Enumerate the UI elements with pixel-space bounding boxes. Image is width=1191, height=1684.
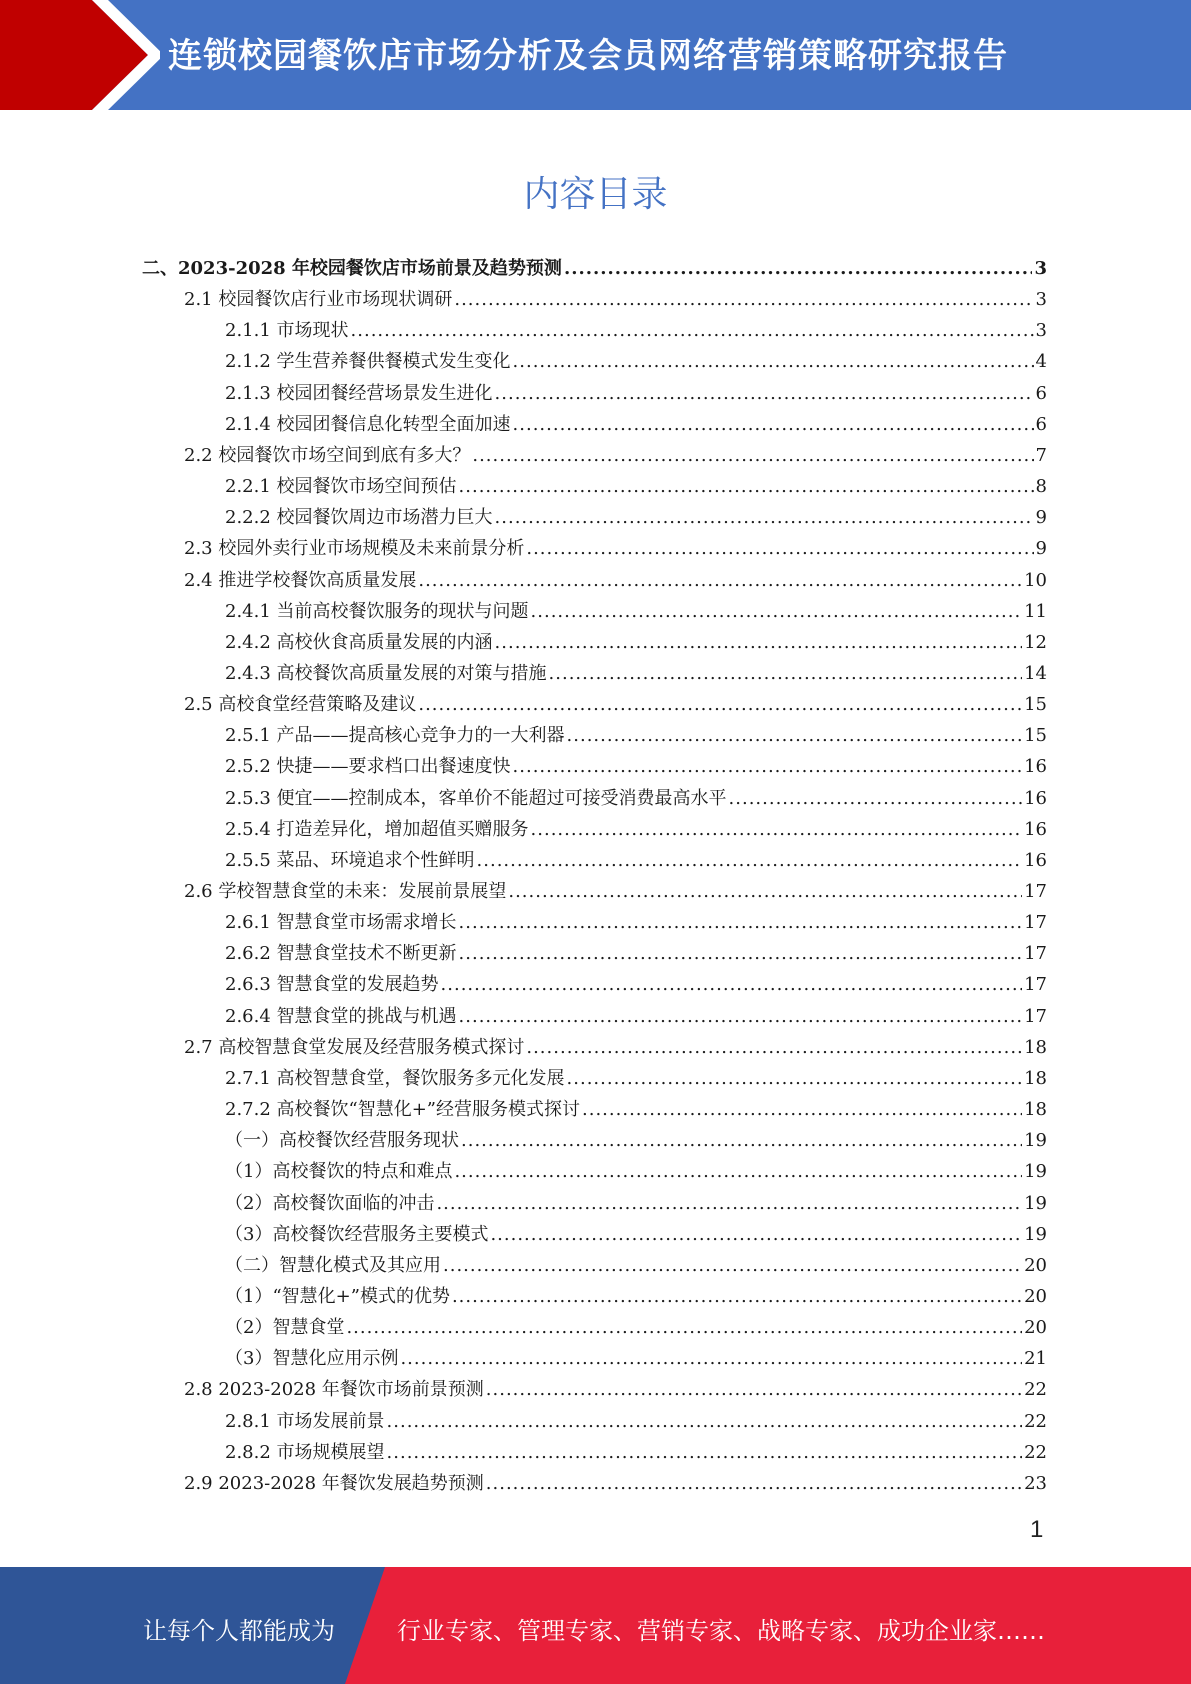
toc-dot-leader [454, 284, 1033, 315]
toc-entry[interactable] [225, 1094, 1047, 1125]
toc-dot-leader [418, 689, 1022, 720]
toc-entry-title: （3）高校餐饮经营服务主要模式 [225, 1223, 489, 1245]
toc-entry-title: （3）智慧化应用示例 [225, 1348, 399, 1370]
toc-entry-title: （1）“智慧化+”模式的优势 [225, 1285, 450, 1307]
toc-entry[interactable] [225, 471, 1047, 502]
toc-entry[interactable] [225, 315, 1047, 346]
toc-entry-title: 2.3 校园外卖行业市场规模及未来前景分析 [184, 538, 525, 560]
toc-dot-leader [513, 346, 1034, 377]
toc-dot-leader [472, 440, 1033, 471]
toc-entry[interactable] [225, 1312, 1047, 1343]
toc-dot-leader [495, 627, 1023, 658]
toc-entry-title: 2.8.1 市场发展前景 [225, 1410, 385, 1432]
toc-entry[interactable] [225, 409, 1047, 440]
toc-entry-page: 17 [1024, 1005, 1047, 1027]
toc-entry-title: 2.5.1 产品——提高核心竞争力的一大利器 [225, 725, 565, 747]
toc-entry-page: 3 [1035, 289, 1047, 311]
toc-entry-title: 2.5.5 菜品、环境追求个性鲜明 [225, 849, 475, 871]
toc-entry-title: （一）高校餐饮经营服务现状 [225, 1130, 459, 1152]
toc-entry-page: 16 [1024, 787, 1047, 809]
toc-entry-title: 2.1 校园餐饮店行业市场现状调研 [184, 289, 453, 311]
toc-entry-page: 18 [1024, 1036, 1047, 1058]
toc-entry-title: （二）智慧化模式及其应用 [225, 1254, 441, 1276]
toc-entry-title: 2.5.3 便宜——控制成本，客单价不能超过可接受消费最高水平 [225, 787, 727, 809]
toc-dot-leader [486, 1374, 1022, 1405]
toc-dot-leader [387, 1437, 1023, 1468]
toc-dot-leader [490, 1219, 1022, 1250]
footer-slogan-left: 让每个人都能成为 [143, 1617, 335, 1645]
toc-entry-page: 10 [1024, 569, 1047, 591]
toc-entry-page: 17 [1024, 912, 1047, 934]
toc-dot-leader [531, 814, 1023, 845]
toc-entry-page: 23 [1024, 1472, 1047, 1494]
toc-dot-leader [495, 502, 1034, 533]
toc-entry-page: 20 [1024, 1254, 1047, 1276]
toc-entry-page: 15 [1024, 694, 1047, 716]
toc-dot-leader [443, 1250, 1022, 1281]
toc-entry-page: 18 [1024, 1067, 1047, 1089]
toc-entry[interactable] [184, 565, 1047, 596]
toc-entry-title: 2.6.1 智慧食堂市场需求增长 [225, 912, 457, 934]
toc-entry-page: 19 [1024, 1130, 1047, 1152]
toc-heading: 内容目录 [523, 174, 668, 215]
toc-entry[interactable] [184, 284, 1047, 315]
toc-entry-title: 2.5.4 打造差异化，增加超值买赠服务 [225, 818, 529, 840]
toc-entry-page: 16 [1024, 756, 1047, 778]
toc-entry-title: 2.4.2 高校伙食高质量发展的内涵 [225, 631, 493, 653]
toc-entry-title: 2.1.2 学生营养餐供餐模式发生变化 [225, 351, 511, 373]
toc-dot-leader [526, 533, 1033, 564]
toc-entry-title: （2）智慧食堂 [225, 1317, 345, 1339]
toc-entry[interactable] [225, 1125, 1047, 1156]
toc-entry-page: 19 [1024, 1192, 1047, 1214]
toc-entry-page: 3 [1035, 320, 1047, 342]
toc-entry[interactable] [225, 751, 1047, 782]
toc-entry-title: 2.7.1 高校智慧食堂，餐饮服务多元化发展 [225, 1067, 565, 1089]
toc-entry[interactable] [142, 253, 1047, 284]
toc-entry[interactable] [225, 346, 1047, 377]
toc-entry-page: 4 [1035, 351, 1047, 373]
toc-entry[interactable] [225, 1001, 1047, 1032]
toc-dot-leader [346, 1312, 1022, 1343]
toc-entry[interactable] [184, 1374, 1047, 1405]
toc-entry-title: 2.5 高校食堂经营策略及建议 [184, 694, 417, 716]
toc-entry[interactable] [225, 1437, 1047, 1468]
toc-entry[interactable] [225, 783, 1047, 814]
toc-entry-page: 6 [1035, 413, 1047, 435]
toc-dot-leader [729, 783, 1023, 814]
toc-entry[interactable] [225, 1219, 1047, 1250]
toc-entry-title: 2.6 学校智慧食堂的未来：发展前景展望 [184, 881, 507, 902]
toc-entry-title: 2.8 2023-2028 年餐饮市场前景预测 [184, 1379, 484, 1401]
toc-dot-leader [436, 1188, 1022, 1219]
toc-entry-title: 2.7 高校智慧食堂发展及经营服务模式探讨 [184, 1036, 525, 1058]
toc-entry[interactable] [225, 378, 1047, 409]
toc-entry-title: 2.2.1 校园餐饮市场空间预估 [225, 476, 457, 498]
toc-entry-page: 9 [1035, 507, 1047, 529]
toc-entry[interactable] [225, 1250, 1047, 1281]
toc-entry-title: 2.1.4 校园团餐信息化转型全面加速 [225, 413, 511, 435]
toc-entry[interactable] [225, 658, 1047, 689]
toc-dot-leader [459, 938, 1023, 969]
toc-entry-title: 2.6.4 智慧食堂的挑战与机遇 [225, 1005, 457, 1027]
toc-entry-page: 6 [1035, 382, 1047, 404]
toc-entry[interactable] [225, 720, 1047, 751]
toc-entry[interactable] [225, 1343, 1047, 1374]
toc-entry-page: 21 [1024, 1348, 1047, 1370]
toc-entry[interactable] [225, 502, 1047, 533]
toc-entry-page: 7 [1035, 444, 1047, 466]
toc-entry-title: 2.4 推进学校餐饮高质量发展 [184, 569, 417, 591]
toc-entry-title: （2）高校餐饮面临的冲击 [225, 1192, 435, 1214]
toc-entry-title: 2.2.2 校园餐饮周边市场潜力巨大 [225, 507, 493, 529]
footer [0, 1567, 1191, 1684]
toc-entry-title: 2.4.3 高校餐饮高质量发展的对策与措施 [225, 662, 547, 684]
toc-dot-leader [459, 907, 1023, 938]
toc-dot-leader [486, 1468, 1022, 1499]
toc-dot-leader [452, 1281, 1022, 1312]
toc-entry[interactable] [225, 1063, 1047, 1094]
toc-entry-page: 14 [1024, 662, 1047, 684]
toc-entry[interactable] [184, 689, 1047, 720]
toc-dot-leader [567, 720, 1023, 751]
toc-entry-page: 15 [1024, 725, 1047, 747]
toc-entry-title: 2.9 2023-2028 年餐饮发展趋势预测 [184, 1472, 484, 1494]
toc-dot-leader [441, 969, 1023, 1000]
toc-dot-leader [454, 1156, 1022, 1187]
toc-entry[interactable] [225, 627, 1047, 658]
toc-dot-leader [387, 1406, 1023, 1437]
toc-entry-title: （1）高校餐饮的特点和难点 [225, 1161, 453, 1183]
toc-entry-title: 2.5.2 快捷——要求档口出餐速度快 [225, 756, 511, 778]
toc-entry-page: 22 [1024, 1410, 1047, 1432]
toc-entry-page: 22 [1024, 1379, 1047, 1401]
toc-entry-title: 二、2023-2028 年校园餐饮店市场前景及趋势预测 [142, 258, 562, 279]
toc-entry-page: 11 [1024, 600, 1047, 622]
toc-dot-leader [351, 315, 1034, 346]
toc-entry-page: 12 [1024, 631, 1047, 653]
header-red-arrow [0, 0, 148, 110]
toc-dot-leader [495, 378, 1034, 409]
toc-entry-page: 19 [1024, 1161, 1047, 1183]
page-number: 1 [1030, 1516, 1044, 1543]
toc-entry[interactable] [225, 907, 1047, 938]
toc-dot-leader [582, 1094, 1022, 1125]
toc-entry[interactable] [184, 1468, 1047, 1499]
toc-entry-page: 18 [1024, 1099, 1047, 1121]
toc-dot-leader [567, 1063, 1023, 1094]
toc-dot-leader [459, 1001, 1023, 1032]
toc-entry-page: 20 [1024, 1285, 1047, 1307]
toc-entry[interactable] [225, 1406, 1047, 1437]
toc-entry[interactable] [184, 533, 1047, 564]
toc-dot-leader [400, 1343, 1022, 1374]
toc-entry-page: 19 [1024, 1223, 1047, 1245]
toc-entry[interactable] [225, 845, 1047, 876]
toc-entry-page: 8 [1035, 476, 1047, 498]
toc-entry[interactable] [184, 1032, 1047, 1063]
toc-entry[interactable] [225, 814, 1047, 845]
toc-entry-page: 17 [1024, 943, 1047, 965]
toc-entry-title: 2.4.1 当前高校餐饮服务的现状与问题 [225, 600, 529, 622]
toc-dot-leader [513, 751, 1023, 782]
toc-dot-leader [477, 845, 1023, 876]
toc-entry[interactable] [225, 938, 1047, 969]
toc-dot-leader [461, 1125, 1022, 1156]
toc-entry[interactable] [184, 440, 1047, 471]
toc-entry-page: 22 [1024, 1441, 1047, 1463]
toc-dot-leader [549, 658, 1023, 689]
toc-entry-title: 2.8.2 市场规模展望 [225, 1441, 385, 1463]
toc-entry-title: 2.6.3 智慧食堂的发展趋势 [225, 974, 439, 996]
toc-entry-page: 9 [1035, 538, 1047, 560]
toc-entry-page: 17 [1024, 974, 1047, 996]
toc-dot-leader [513, 409, 1034, 440]
toc-entry[interactable] [225, 1156, 1047, 1187]
toc-dot-leader [459, 471, 1034, 502]
toc-entry-title: 2.7.2 高校餐饮“智慧化+”经营服务模式探讨 [225, 1099, 581, 1121]
toc-entry[interactable] [225, 1281, 1047, 1312]
toc-entry[interactable] [184, 876, 1047, 907]
toc-entry-page: 16 [1024, 818, 1047, 840]
toc-entry-title: 2.1.3 校园团餐经营场景发生进化 [225, 382, 493, 404]
toc-dot-leader [564, 253, 1033, 284]
toc-entry-page: 17 [1024, 881, 1047, 902]
toc-entry-page: 3 [1034, 258, 1047, 279]
toc-entry[interactable] [225, 969, 1047, 1000]
toc-entry-title: 2.1.1 市场现状 [225, 320, 349, 342]
toc-entry-title: 2.6.2 智慧食堂技术不断更新 [225, 943, 457, 965]
toc-dot-leader [418, 565, 1022, 596]
footer-slogan-right: 行业专家、管理专家、营销专家、战略专家、成功企业家…… [397, 1617, 1045, 1645]
toc-entry-page: 16 [1024, 849, 1047, 871]
toc-entry-title: 2.2 校园餐饮市场空间到底有多大？ [184, 444, 471, 466]
toc-entry-page: 20 [1024, 1317, 1047, 1339]
toc-entry[interactable] [225, 1188, 1047, 1219]
toc-entry[interactable] [225, 596, 1047, 627]
toc-dot-leader [508, 876, 1022, 907]
toc-dot-leader [531, 596, 1023, 627]
toc-dot-leader [526, 1032, 1022, 1063]
header-arrow-graphic [0, 0, 160, 110]
report-title: 连锁校园餐饮店市场分析及会员网络营销策略研究报告 [168, 36, 1008, 76]
